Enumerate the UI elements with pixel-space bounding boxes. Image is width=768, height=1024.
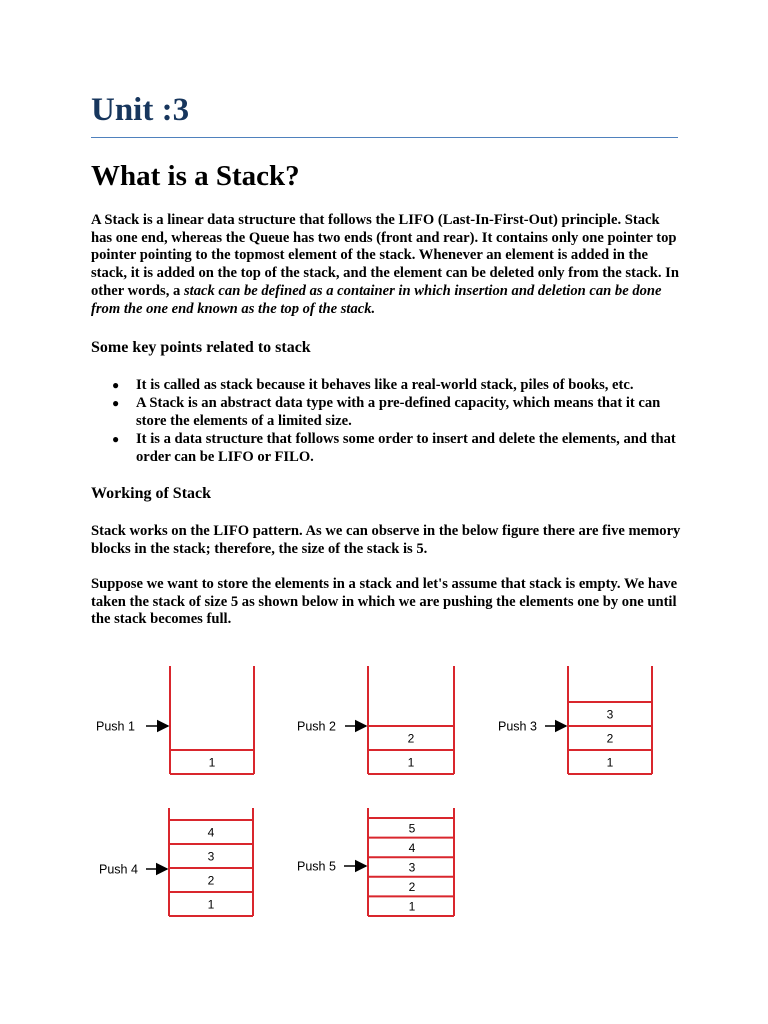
- key-points-list: [112, 377, 682, 467]
- stack-cell-value: 1: [408, 899, 416, 914]
- title-divider: [91, 137, 678, 138]
- bullet-icon: ●: [112, 396, 120, 411]
- list-item-text: It is called as stack because it behaves like a real-world stack, piles of books, etc.: [136, 377, 634, 393]
- list-item: [112, 431, 682, 467]
- stack-cell-value: 2: [408, 880, 416, 895]
- push-label: Push 3: [498, 719, 537, 734]
- stack-cell-value: 1: [407, 755, 415, 770]
- intro-italic-text: stack can be defined as a container in which insertion and deletion can be done from the one end known as the top of the stack.: [91, 282, 662, 317]
- stack-cell-value: 1: [207, 897, 215, 912]
- unit-title: Unit :3: [91, 92, 190, 128]
- stack-cell-value: 1: [606, 755, 614, 770]
- stack-cell-value: 2: [407, 731, 415, 746]
- stack-cell-value: 3: [606, 707, 614, 722]
- stack-cell-value: 5: [408, 821, 416, 836]
- stack-5: [297, 808, 454, 916]
- stack-2: [297, 666, 454, 774]
- stack-cell-value: 2: [207, 873, 215, 888]
- stack-cell-value: 1: [208, 755, 216, 770]
- working-paragraph-1: Stack works on the LIFO pattern. As we can observe in the below figure there are five memory blocks in the stack; therefore, the size of the stack is 5.: [91, 523, 681, 557]
- intro-paragraph: [91, 212, 681, 318]
- stack-3: [498, 666, 652, 774]
- stack-1: [96, 666, 254, 774]
- stack-4: [99, 808, 253, 916]
- intro-text: A Stack is a linear data structure that follows the LIFO (Last-In-First-Out) principle. Stack has one end, whereas the Queue has two ends (front and rear). It contains only one pointer top pointer pointing to the topmost element of the stack. Whenever an element is added in the stack, it is added on the top of the stack, and the element can be deleted only from the stack. In other words, a: [91, 212, 679, 299]
- list-item-text: It is a data structure that follows some order to insert and delete the elements, and that order can be LIFO or FILO.: [136, 431, 676, 466]
- list-item: [112, 395, 682, 431]
- list-item: [112, 377, 682, 395]
- push-label: Push 4: [99, 862, 138, 877]
- key-points-heading: Some key points related to stack: [91, 339, 311, 356]
- working-heading: Working of Stack: [91, 485, 212, 502]
- stack-cell-value: 4: [207, 825, 215, 840]
- stack-cell-value: 3: [207, 849, 215, 864]
- stacks-layer: [96, 666, 652, 916]
- push-label: Push 1: [96, 719, 135, 734]
- bullet-icon: ●: [112, 378, 120, 392]
- push-label: Push 2: [297, 719, 336, 734]
- push-label: Push 5: [297, 859, 336, 874]
- bullet-icon: ●: [112, 432, 120, 447]
- page-heading: What is a Stack?: [91, 160, 300, 192]
- list-item-text: A Stack is an abstract data type with a pre-defined capacity, which means that it can store the elements of a limited size.: [136, 395, 661, 430]
- working-paragraph-2: Suppose we want to store the elements in a stack and let's assume that stack is empty. We have taken the stack of size 5 as shown below in which we are pushing the elements one by one until the stack becomes full.: [91, 576, 678, 628]
- stack-cell-value: 4: [408, 840, 416, 855]
- stack-cell-value: 3: [408, 860, 416, 875]
- stack-cell-value: 2: [606, 731, 614, 746]
